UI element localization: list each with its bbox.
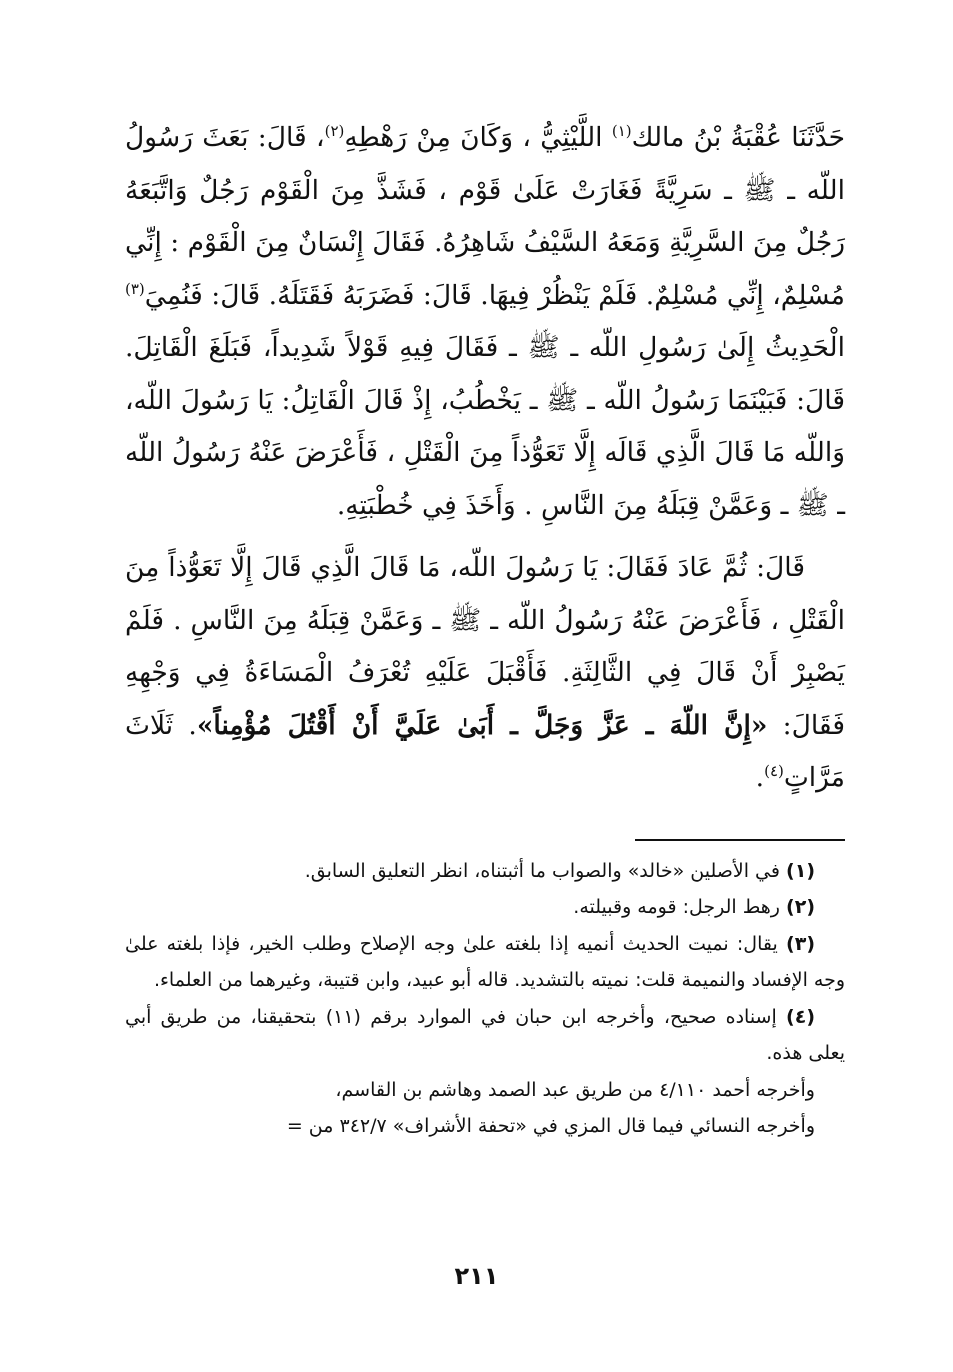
- footnote-text: إسناده صحيح، وأخرجه ابن حبان في الموارد برقم (١١) بتحقيقنا، من طريق أبي يعلى هذه.: [125, 1005, 845, 1064]
- text-segment: حَدَّثَنَا عُقْبَةُ بْنُ مالك: [631, 122, 845, 153]
- text-segment: قَالَ: ثُمَّ عَادَ فَقَالَ: يَا رَسُولَ اللّه، مَا قَالَ الَّذِي قَالَ إِلَّا تَعَوُّذاً مِنَ الْقَتْلِ ، فَأَعْرَضَ عَنْهُ رَسُولُ اللّه ـ ﷺ ـ وَعَمَّنْ قِبَلَهُ مِنَ النَّاسِ . فَلَمْ يَصْبِرْ أَنْ قَالَ فِي الثَّالِثَةِ. فَأَقْبَلَ عَلَيْهِ تُعْرَفُ الْمَسَاءَةُ فِي وَجْهِهِ فَقَالَ:: [125, 552, 845, 741]
- footnote-divider: [635, 839, 845, 841]
- text-segment: اللَّيْثِيُّ ، وَكَانَ مِنْ رَهْطِهِ: [344, 122, 612, 153]
- prophetic-quote: «إِنَّ اللّهَ ـ عَزَّ وَجَلَّ ـ أَبَىٰ عَلَيَّ أَنْ أَقْتُلَ مُؤْمِناً»: [196, 709, 768, 741]
- footnote-2: [125, 889, 845, 926]
- footnote-1: [125, 853, 845, 890]
- text-segment: ، قَالَ: بَعَثَ رَسُولُ اللّه ـ ﷺ ـ سَرِيَّةً فَغَارَتْ عَلَىٰ قَوْم ، فَشَذَّ مِنَ الْقَوْم رَجُلٌ وَاتَّبَعَهُ رَجُلٌ مِنَ السَّرِيَّةِ وَمَعَهُ السَّيْفُ شَاهِرُهُ. فَقَالَ إِنْسَانٌ مِنَ الْقَوْم : إِنِّي مُسْلِمٌ، إِنِّي مُسْلِمٌ. فَلَمْ يَنْظُرْ فِيهَا. قَالَ: فَضَرَبَهُ فَقَتَلَهُ. قَالَ: فَنُمِيَ: [125, 122, 845, 311]
- main-text: [125, 112, 845, 805]
- text-segment: الْحَدِيثُ إِلَىٰ رَسُولِ اللّه ـ ﷺ ـ فَقَالَ فِيهِ قَوْلاً شَدِيداً، فَبَلَغَ الْقَاتِلَ. قَالَ: فَبَيْنَمَا رَسُولُ اللّه ـ ﷺ ـ يَخْطُبُ، إِذْ قَالَ الْقَاتِلُ: يَا رَسُولَ اللّه، وَاللّه مَا قَالَ الَّذِي قَالَه إِلَّا تَعَوُّذاً مِنَ الْقَتْلِ ، فَأَعْرَضَ عَنْهُ رَسُولُ اللّه ـ ﷺ ـ وَعَمَّنْ قِبَلَهُ مِنَ النَّاسِ . وَأَخَذَ فِي خُطْبَتِهِ.: [125, 332, 845, 521]
- footnotes: [125, 853, 845, 1145]
- footnote-4: [125, 999, 845, 1072]
- footnote-3: [125, 926, 845, 999]
- footnote-ref-4: (٤): [764, 762, 784, 781]
- footnote-4-continued: وأخرجه النسائي فيما قال المزي في «تحفة الأشراف» ٣٤٢/٧ من =: [286, 1115, 815, 1137]
- hadith-paragraph-2: [125, 542, 845, 805]
- footnote-text: يقال: نميت الحديث أنميه إذا بلغته علىٰ وجه الإصلاح وطلب الخير، فإذا بلغته علىٰ وجه الإفساد والنميمة قلت: نميته بالتشديد. قاله أبو عبيد، وابن قتيبة، وغيرهما من العلماء.: [125, 932, 845, 991]
- page-number: ٢١١: [454, 1262, 499, 1290]
- page-body: [125, 112, 845, 1145]
- text-segment: . ثَلَاثَ مَرَّاتٍ: [125, 709, 845, 793]
- footnote-text: في الأصلين «خالد» والصواب ما أثبتناه، انظر التعليق السابق.: [304, 859, 787, 882]
- hadith-paragraph-1: [125, 112, 845, 532]
- footnote-text: رهط الرجل: قومه وقبيلته.: [573, 896, 787, 918]
- footnote-4-continued: وأخرجه أحمد ٤/١١٠ من طريق عبد الصمد وهاشم بن القاسم،: [335, 1078, 815, 1101]
- footnote-number: (١): [786, 859, 815, 882]
- footnote-number: (٣): [786, 932, 815, 955]
- footnote-number: (٢): [786, 896, 815, 918]
- footnote-ref-1: (١): [611, 122, 632, 141]
- footnote-ref-2: (٢): [324, 122, 345, 141]
- footnote-number: (٤): [786, 1005, 815, 1028]
- text-segment: .: [755, 762, 765, 793]
- footnote-ref-3: (٣): [125, 279, 145, 298]
